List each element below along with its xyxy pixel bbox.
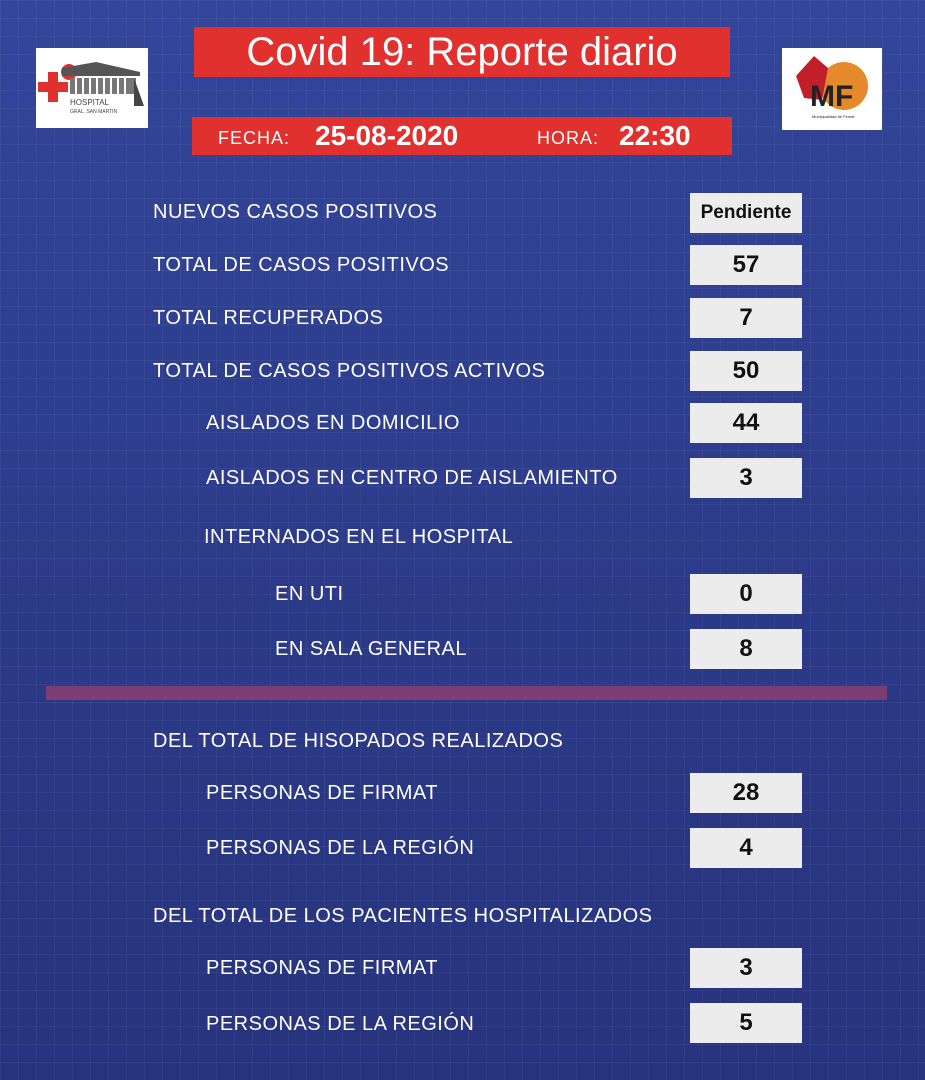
activos-label: TOTAL DE CASOS POSITIVOS ACTIVOS xyxy=(153,360,546,382)
uti-label: EN UTI xyxy=(275,583,344,605)
nuevos-casos-label: NUEVOS CASOS POSITIVOS xyxy=(153,201,438,223)
recuperados-value: 7 xyxy=(690,298,802,338)
hospital-logo-subtext: GRAL. SAN MARTIN xyxy=(70,109,118,115)
hospitalizados-firmat-label: PERSONAS DE FIRMAT xyxy=(206,957,438,979)
date-time-bar xyxy=(192,117,732,155)
hisopados-region-label: PERSONAS DE LA REGIÓN xyxy=(206,837,475,859)
activos-value: 50 xyxy=(690,351,802,391)
fecha-label: FECHA: xyxy=(218,128,291,148)
sala-general-value: 8 xyxy=(690,629,802,669)
hospitalizados-region-label: PERSONAS DE LA REGIÓN xyxy=(206,1013,475,1035)
section-divider xyxy=(46,686,887,700)
hora-label: HORA: xyxy=(537,128,600,148)
report-title: Covid 19: Reporte diario xyxy=(194,27,730,77)
municipal-logo xyxy=(782,48,882,130)
centro-aislamiento-value: 3 xyxy=(690,458,802,498)
recuperados-label: TOTAL RECUPERADOS xyxy=(153,307,384,329)
centro-aislamiento-label: AISLADOS EN CENTRO DE AISLAMIENTO xyxy=(206,467,618,489)
municipal-logo-text: MF xyxy=(810,80,854,113)
uti-value: 0 xyxy=(690,574,802,614)
internados-label: INTERNADOS EN EL HOSPITAL xyxy=(204,526,514,548)
domicilio-label: AISLADOS EN DOMICILIO xyxy=(206,412,460,434)
domicilio-value: 44 xyxy=(690,403,802,443)
municipal-logo-subtext: Municipalidad de Firmat xyxy=(812,114,855,119)
hisopados-region-value: 4 xyxy=(690,828,802,868)
hospitalizados-firmat-value: 3 xyxy=(690,948,802,988)
hospitalizados-heading: DEL TOTAL DE LOS PACIENTES HOSPITALIZADOS xyxy=(153,905,653,927)
nuevos-casos-value: Pendiente xyxy=(690,193,802,233)
hospital-logo xyxy=(36,48,148,128)
hospital-logo-graphic xyxy=(36,48,148,128)
hisopados-heading: DEL TOTAL DE HISOPADOS REALIZADOS xyxy=(153,730,564,752)
total-casos-value: 57 xyxy=(690,245,802,285)
hora-value: 22:30 xyxy=(619,120,691,151)
hisopados-firmat-value: 28 xyxy=(690,773,802,813)
fecha-value: 25-08-2020 xyxy=(315,120,459,151)
sala-general-label: EN SALA GENERAL xyxy=(275,638,468,660)
hisopados-firmat-label: PERSONAS DE FIRMAT xyxy=(206,782,438,804)
municipal-logo-graphic xyxy=(782,48,882,130)
hospital-logo-text: HOSPITAL xyxy=(70,98,109,107)
total-casos-label: TOTAL DE CASOS POSITIVOS xyxy=(153,254,450,276)
hospitalizados-region-value: 5 xyxy=(690,1003,802,1043)
